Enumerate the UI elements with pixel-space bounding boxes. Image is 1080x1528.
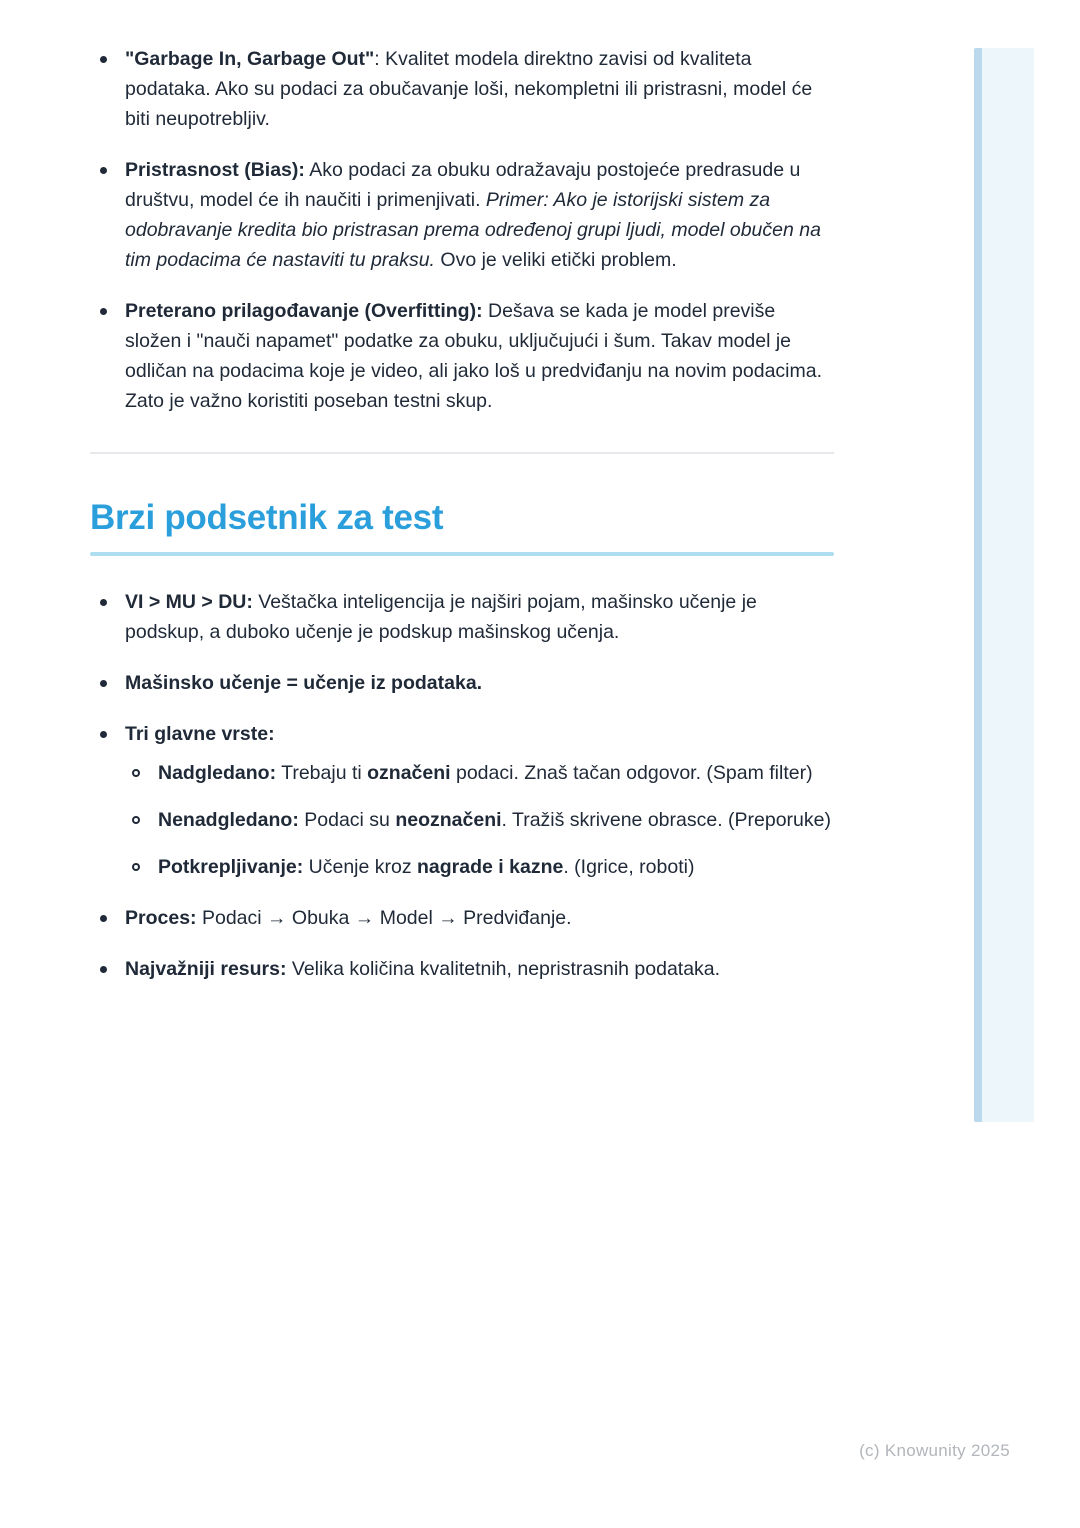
document-page bbox=[90, 44, 834, 984]
list-item-text: "Garbage In, Garbage Out": Kvalitet modela direktno zavisi od kvaliteta podataka. Ako su podaci za obučavanje loši, nekompletni ili pristrasni, model će biti neupotrebljiv. bbox=[125, 48, 813, 130]
bullet-marker-icon bbox=[100, 731, 107, 738]
list-item bbox=[90, 719, 834, 882]
bullet-marker-icon bbox=[100, 966, 107, 973]
bullet-marker-icon bbox=[100, 167, 107, 174]
list-item bbox=[90, 903, 834, 933]
bullet-marker-icon bbox=[100, 308, 107, 315]
list-item-text: Proces: Podaci → Obuka → Model → Predviđanje. bbox=[125, 907, 572, 929]
bullet-marker-icon bbox=[100, 56, 107, 63]
list-item bbox=[90, 954, 834, 984]
sub-list-item bbox=[125, 758, 834, 788]
list-item bbox=[90, 44, 834, 134]
quick-reminder-list bbox=[90, 587, 834, 984]
ml-pitfalls-list bbox=[90, 44, 834, 416]
list-item-text: Mašinsko učenje = učenje iz podataka. bbox=[125, 672, 483, 694]
sub-list-item bbox=[125, 805, 834, 835]
list-item-text: Tri glavne vrste: bbox=[125, 723, 275, 745]
sub-list-item-text: Nenadgledano: Podaci su neoznačeni. Tražiš skrivene obrasce. (Preporuke) bbox=[158, 809, 831, 831]
list-item-text: Najvažniji resurs: Velika količina kvalitetnih, nepristrasnih podataka. bbox=[125, 958, 721, 980]
circle-marker-icon bbox=[132, 863, 140, 871]
list-item-text: Pristrasnost (Bias): Ako podaci za obuku odražavaju postojeće predrasude u društvu, model će ih naučiti i primenjivati. Primer: Ako je istorijski sistem za odobravanje kredita bio pristrasan prema određenoj grupi ljudi, model obučen na tim podacima će nastaviti tu praksu. Ovo je veliki etički problem. bbox=[125, 159, 821, 271]
circle-marker-icon bbox=[132, 816, 140, 824]
bullet-marker-icon bbox=[100, 599, 107, 606]
list-item-text: VI > MU > DU: Veštačka inteligencija je najširi pojam, mašinsko učenje je podskup, a duboko učenje je podskup mašinskog učenja. bbox=[125, 591, 757, 643]
section-divider bbox=[90, 452, 834, 454]
circle-marker-icon bbox=[132, 769, 140, 777]
bullet-marker-icon bbox=[100, 680, 107, 687]
ml-types-sublist bbox=[125, 758, 834, 882]
list-item bbox=[90, 296, 834, 416]
heading-underline bbox=[90, 552, 834, 556]
sub-list-item bbox=[125, 852, 834, 882]
footer-copyright: (c) Knowunity 2025 bbox=[859, 1441, 1010, 1460]
list-item bbox=[90, 155, 834, 275]
right-accent-bar bbox=[974, 48, 1034, 1122]
sub-list-item-text: Nadgledano: Trebaju ti označeni podaci. Znaš tačan odgovor. (Spam filter) bbox=[158, 762, 813, 784]
section-heading: Brzi podsetnik za test bbox=[90, 498, 444, 537]
list-item-text: Preterano prilagođavanje (Overfitting): Dešava se kada je model previše složen i "nauči napamet" podatke za obuku, uključujući i šum. Takav model je odličan na podacima koje je video, ali jako loš u predviđanju na novim podacima. Zato je važno koristiti poseban testni skup. bbox=[125, 300, 823, 412]
list-item bbox=[90, 587, 834, 647]
bullet-marker-icon bbox=[100, 915, 107, 922]
list-item bbox=[90, 668, 834, 698]
sub-list-item-text: Potkrepljivanje: Učenje kroz nagrade i kazne. (Igrice, roboti) bbox=[158, 856, 695, 878]
